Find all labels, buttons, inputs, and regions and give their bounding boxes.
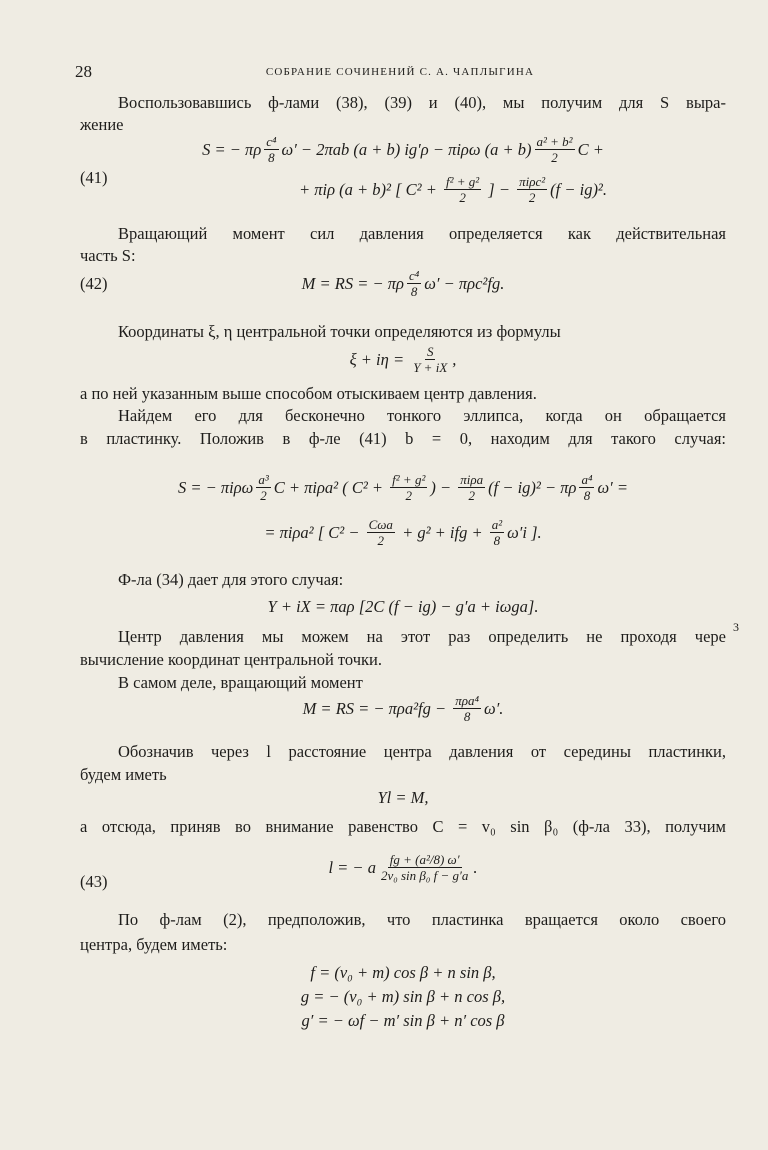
numerator: c⁴ bbox=[266, 134, 277, 149]
equation-f bbox=[80, 963, 726, 983]
paragraph-line: а отсюда, приняв во внимание равенство C = v₀ sin β₀ (ф-ла 33), получим bbox=[80, 817, 726, 836]
equation-term: ] − bbox=[484, 179, 515, 199]
paragraph-line: будем иметь bbox=[80, 765, 167, 784]
equation-41-line2 bbox=[130, 174, 768, 205]
equation-M bbox=[80, 693, 726, 724]
fraction bbox=[379, 852, 470, 883]
equation-term: (f − ig)². bbox=[550, 179, 608, 199]
fraction bbox=[367, 517, 395, 548]
fraction bbox=[579, 472, 594, 503]
paragraph-line: вычисление координат центральной точки. bbox=[80, 650, 382, 669]
fraction bbox=[490, 517, 504, 548]
equation-term: Yl = M, bbox=[377, 788, 429, 807]
equation-term: ω′ − 2πab (a + b) ig′ρ − πiρω (a + b) bbox=[281, 139, 532, 159]
equation-41-line1 bbox=[80, 134, 726, 165]
fraction bbox=[411, 344, 449, 375]
equation-term: + πiρ (a + b)² [ C² + bbox=[298, 179, 441, 199]
fraction bbox=[453, 693, 481, 724]
page-number: 28 bbox=[75, 62, 92, 81]
equation-term: g′ = − ωf − m′ sin β + n′ cos β bbox=[301, 1011, 505, 1030]
fraction bbox=[517, 174, 547, 205]
numerator: S bbox=[426, 344, 434, 359]
numerator: πρa⁴ bbox=[455, 693, 480, 708]
equation-label-41: (41) bbox=[80, 168, 108, 187]
denominator: 8 bbox=[268, 150, 275, 165]
paragraph-line: По ф-лам (2), предположив, что пластинка вращается около своего bbox=[118, 910, 726, 929]
denominator: 2 bbox=[528, 190, 536, 205]
paragraph-line: в пластинку. Положив в ф-ле (41) b = 0, находим для такого случая: bbox=[80, 429, 726, 448]
fraction bbox=[256, 472, 270, 503]
paragraph-line: центра, будем иметь: bbox=[80, 935, 228, 954]
equation-term: . bbox=[473, 857, 478, 877]
numerator: a² + b² bbox=[536, 134, 573, 149]
numerator: fg + (a²/8) ω′ bbox=[389, 852, 460, 867]
denominator: 8 bbox=[583, 488, 591, 503]
equation-term: (f − ig)² − πρ bbox=[488, 477, 577, 497]
denominator: 2 bbox=[377, 533, 384, 548]
denominator: 2v₀ sin β₀ f − g′a bbox=[380, 868, 469, 883]
paragraph-line: а по ней указанным выше способом отыскиваем центр давления. bbox=[80, 384, 537, 403]
fraction bbox=[390, 472, 427, 503]
paragraph-line: жение bbox=[80, 115, 124, 134]
numerator: a³ bbox=[258, 472, 269, 487]
denominator: 2 bbox=[468, 488, 475, 503]
paragraph-line: Воспользовавшись ф-лами (38), (39) и (40), мы получим для S выра- bbox=[118, 93, 726, 112]
equation-term: g = − (v₀ + m) sin β + n cos β, bbox=[300, 987, 506, 1006]
equation-label-43: (43) bbox=[80, 872, 108, 891]
paragraph-line: Обозначив через l расстояние центра давления от середины пластинки, bbox=[118, 742, 726, 761]
equation-term: + g² + ifg + bbox=[397, 522, 487, 542]
running-title: СОБРАНИЕ СОЧИНЕНИЙ С. А. ЧАПЛЫГИНА bbox=[265, 66, 535, 78]
equation-term: ω′i ]. bbox=[507, 522, 542, 542]
fraction bbox=[458, 472, 485, 503]
paragraph-line: Ф-ла (34) дает для этого случая: bbox=[118, 570, 344, 589]
equation-g-prime bbox=[80, 1011, 726, 1031]
numerator: a² bbox=[491, 517, 503, 532]
equation-g bbox=[80, 987, 726, 1007]
denominator: 8 bbox=[463, 709, 471, 724]
numerator: πiρa bbox=[460, 472, 484, 487]
paragraph-line: Координаты ξ, η центральной точки определяются из формулы bbox=[118, 322, 561, 341]
equation-term: M = RS = − πρ bbox=[301, 273, 404, 293]
equation-xi-eta bbox=[80, 344, 726, 375]
equation-term: C + πiρa² ( C² + bbox=[273, 477, 388, 497]
equation-term: ξ + iη = bbox=[349, 349, 409, 369]
paragraph-line: В самом деле, вращающий момент bbox=[118, 673, 363, 692]
denominator: Y + iX bbox=[413, 360, 448, 375]
numerator: c⁴ bbox=[408, 268, 420, 283]
fraction bbox=[535, 134, 575, 165]
equation-label-42: (42) bbox=[80, 274, 108, 293]
equation-term: M = RS = − πρa²fg − bbox=[302, 698, 451, 718]
fraction bbox=[264, 134, 278, 165]
equation-term: l = − a bbox=[328, 857, 376, 877]
equation-S-plate-1 bbox=[80, 472, 726, 503]
denominator: 2 bbox=[551, 150, 558, 165]
paragraph-line: часть S: bbox=[80, 246, 136, 265]
numerator: f² + g² bbox=[392, 472, 426, 487]
equation-term: S = − πρ bbox=[202, 139, 262, 159]
equation-term: , bbox=[452, 349, 457, 369]
equation-term: ω′ = bbox=[597, 477, 628, 497]
equation-Yl bbox=[80, 788, 726, 808]
denominator: 8 bbox=[410, 284, 418, 299]
paragraph-line: Найдем его для бесконечно тонкого эллипса, когда он обращается bbox=[118, 406, 726, 425]
fraction bbox=[407, 268, 421, 299]
fraction bbox=[444, 174, 481, 205]
numerator: f² + g² bbox=[445, 174, 480, 189]
equation-term: f = (v₀ + m) cos β + n sin β, bbox=[310, 963, 496, 982]
numerator: Cωa bbox=[368, 517, 393, 532]
denominator: 2 bbox=[459, 190, 466, 205]
numerator: πiρc² bbox=[519, 174, 546, 189]
equation-term: S = − πiρω bbox=[178, 477, 254, 497]
numerator: a⁴ bbox=[581, 472, 593, 487]
equation-term: = πiρa² [ C² − bbox=[264, 522, 364, 542]
margin-mark: 3 bbox=[733, 620, 739, 634]
denominator: 2 bbox=[260, 488, 267, 503]
equation-term: Y + iX = πaρ [2C (f − ig) − g′a + iωga]. bbox=[267, 597, 539, 616]
equation-term: ) − bbox=[430, 477, 456, 497]
equation-S-plate-2 bbox=[80, 517, 726, 548]
paragraph-line: Вращающий момент сил давления определяется как действительная bbox=[118, 224, 726, 243]
paragraph-line: Центр давления мы можем на этот раз определить не проходя чере bbox=[118, 627, 726, 646]
equation-43 bbox=[80, 852, 726, 883]
equation-term: C + bbox=[577, 139, 604, 159]
denominator: 2 bbox=[405, 488, 413, 503]
denominator: 8 bbox=[493, 533, 501, 548]
equation-term: ω′ − πρc²fg. bbox=[424, 273, 505, 293]
equation-term: ω′. bbox=[484, 698, 504, 718]
equation-Y-iX bbox=[80, 597, 726, 617]
equation-42 bbox=[80, 268, 726, 299]
